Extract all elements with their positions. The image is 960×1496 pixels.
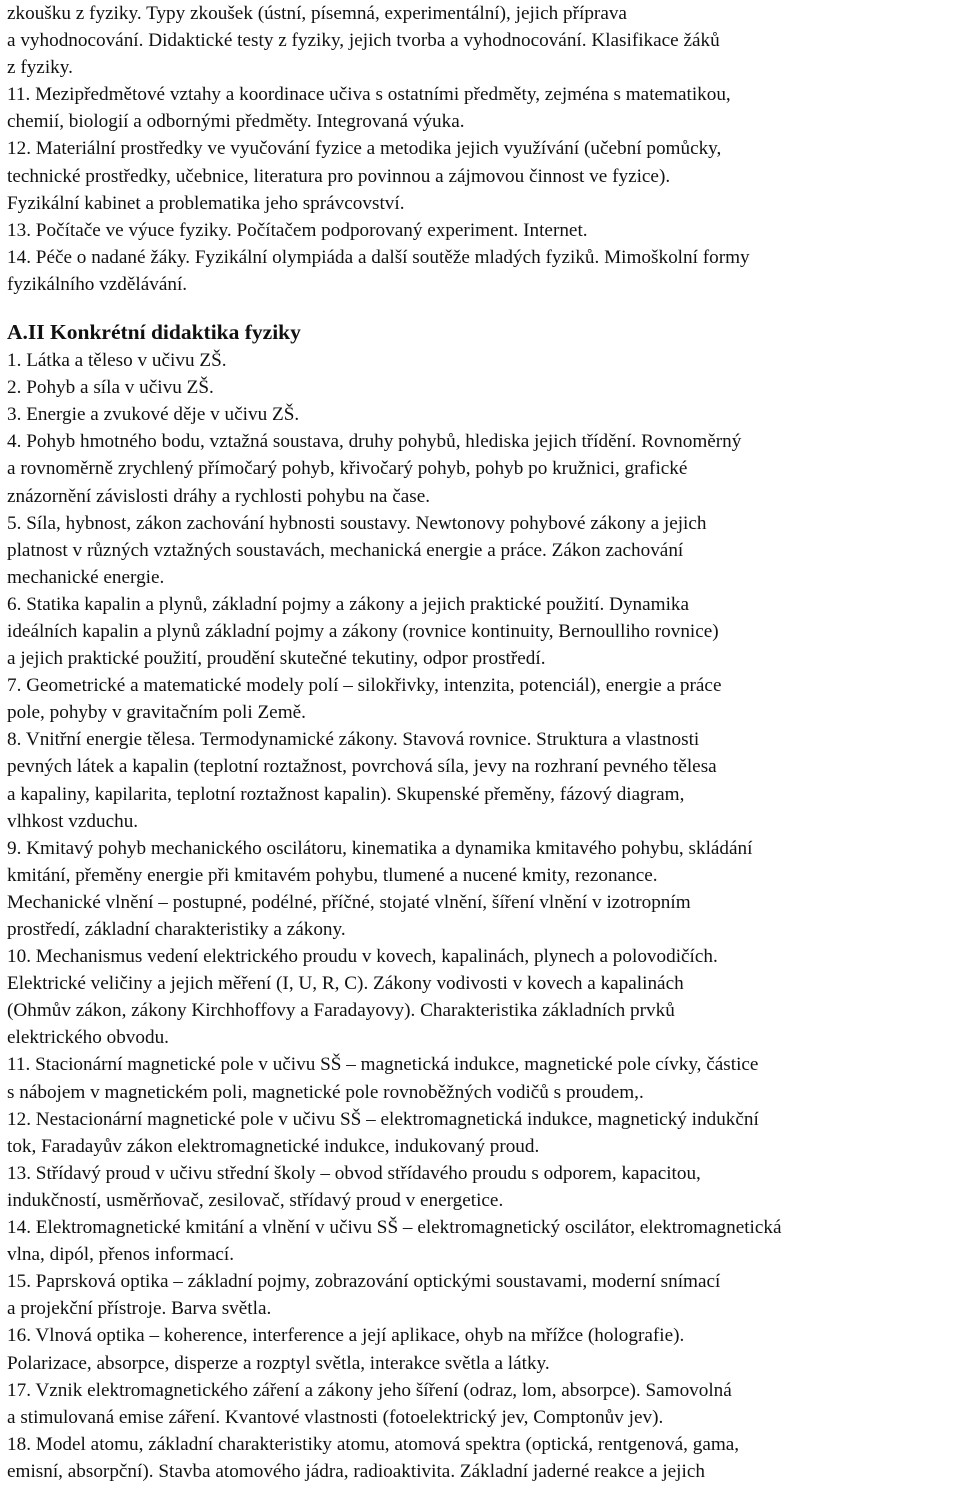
text-line: a jejich praktické použití, proudění skutečné tekutiny, odpor prostředí. [7, 648, 546, 670]
text-line: fyzikálního vzdělávání. [7, 273, 188, 295]
text-line: emisní, absorpční). Stavba atomového jádra, radioaktivita. Základní jaderné reakce a jejich [7, 1460, 705, 1482]
text-line: 18. Model atomu, základní charakteristiky atomu, atomová spektra (optická, rentgenová, gama, [7, 1433, 740, 1455]
text-line: a projekční přístroje. Barva světla. [7, 1298, 272, 1320]
text-line: prostředí, základní charakteristiky a zákony. [7, 919, 346, 940]
text-line: vlhkost vzduchu. [7, 810, 139, 832]
text-line: z fyziky. [7, 57, 73, 79]
top-text-block [7, 0, 960, 298]
text-line: Polarizace, absorpce, disperze a rozptyl světla, interakce světla a látky. [7, 1352, 550, 1374]
text-line: ideálních kapalin a plynů základní pojmy a zákony (rovnice kontinuity, Bernoulliho rovnice) [7, 620, 719, 642]
text-line: Fyzikální kabinet a problematika jeho správcovství. [7, 192, 405, 214]
text-line: Elektrické veličiny a jejich měření (I, U, R, C). Zákony vodivosti v kovech a kapalinách [7, 973, 684, 995]
section-heading: A.II Konkrétní didaktika fyziky [7, 320, 301, 345]
text-line: zkoušku z fyziky. Typy zkoušek (ústní, písemná, experimentální), jejich příprava [7, 3, 627, 24]
text-line: 15. Paprsková optika – základní pojmy, zobrazování optickými soustavami, moderní snímací [7, 1271, 721, 1293]
text-line: tok, Faradayův zákon elektromagnetické indukce, indukovaný proud. [7, 1135, 540, 1157]
text-line: mechanické energie. [7, 566, 165, 588]
text-line: 13. Střídavý proud v učivu střední školy – obvod střídavého proudu s odporem, kapacitou, [7, 1162, 701, 1184]
text-line: chemií, biologií a odbornými předměty. Integrovaná výuka. [7, 111, 465, 133]
text-line: platnost v různých vztažných soustavách, mechanická energie a práce. Zákon zachování [7, 539, 684, 561]
text-line: technické prostředky, učebnice, literatura pro povinnou a zájmovou činnost ve fyzice). [7, 165, 671, 187]
text-line: a rovnoměrně zrychlený přímočarý pohyb, křivočarý pohyb, pohyb po kružnici, grafické [7, 458, 688, 480]
text-line: 8. Vnitřní energie tělesa. Termodynamické zákony. Stavová rovnice. Struktura a vlastnosti [7, 729, 700, 751]
text-line: 3. Energie a zvukové děje v učivu ZŠ. [7, 404, 300, 426]
text-line: 16. Vlnová optika – koherence, interference a její aplikace, ohyb na mřížce (holografie). [7, 1325, 685, 1347]
text-line: 14. Elektromagnetické kmitání a vlnění v učivu SŠ – elektromagnetický oscilátor, elektromagnetická [7, 1217, 782, 1239]
text-line: 12. Materiální prostředky ve vyučování fyzice a metodika jejich využívání (učební pomůcky, [7, 138, 722, 160]
text-line: 14. Péče o nadané žáky. Fyzikální olympiáda a další soutěže mladých fyziků. Mimoškolní formy [7, 246, 750, 268]
text-line: 11. Stacionární magnetické pole v učivu SŠ – magnetická indukce, magnetické pole cívky, částice [7, 1054, 759, 1076]
text-line: pole, pohyby v gravitačním poli Země. [7, 702, 306, 724]
text-line: 11. Mezipředmětové vztahy a koordinace učiva s ostatními předměty, zejména s matematikou, [7, 84, 731, 106]
text-line: 4. Pohyb hmotného bodu, vztažná soustava, druhy pohybů, hlediska jejich třídění. Rovnoměrný [7, 431, 742, 453]
text-line: indukčností, usměrňovač, zesilovač, střídavý proud v energetice. [7, 1189, 504, 1211]
text-line: s nábojem v magnetickém poli, magnetické pole rovnoběžných vodičů s proudem,. [7, 1081, 644, 1103]
text-line: a stimulovaná emise záření. Kvantové vlastnosti (fotoelektrický jev, Comptonův jev). [7, 1406, 664, 1428]
text-line: 6. Statika kapalin a plynů, základní pojmy a zákony a jejich praktické použití. Dynamika [7, 593, 690, 615]
text-line: a vyhodnocování. Didaktické testy z fyziky, jejich tvorba a vyhodnocování. Klasifikace žáků [7, 30, 720, 52]
text-line: 10. Mechanismus vedení elektrického proudu v kovech, kapalinách, plynech a polovodičích. [7, 946, 718, 968]
text-line: Mechanické vlnění – postupné, podélné, příčné, stojaté vlnění, šíření vlnění v izotropním [7, 891, 691, 913]
text-line: 2. Pohyb a síla v učivu ZŠ. [7, 377, 214, 399]
text-line: znázornění závislosti dráhy a rychlosti pohybu na čase. [7, 485, 431, 507]
text-line: vlna, dipól, přenos informací. [7, 1244, 234, 1266]
text-line: (Ohmův zákon, zákony Kirchhoffovy a Faradayovy). Charakteristika základních prvků [7, 1000, 675, 1022]
text-line: pevných látek a kapalin (teplotní roztažnost, povrchová síla, jevy na rozhraní pevného tělesa [7, 756, 717, 778]
text-line: 17. Vznik elektromagnetického záření a zákony jeho šíření (odraz, lom, absorpce). Samovolná [7, 1379, 732, 1401]
bottom-text-block [7, 347, 960, 1485]
text-line: 7. Geometrické a matematické modely polí – silokřivky, intenzita, potenciál), energie a práce [7, 675, 722, 697]
text-line: kmitání, přeměny energie při kmitavém pohybu, tlumené a nucené kmity, rezonance. [7, 864, 658, 886]
text-line: a kapaliny, kapilarita, teplotní roztažnost kapalin). Skupenské přeměny, fázový diagram, [7, 783, 685, 805]
text-line: 5. Síla, hybnost, zákon zachování hybnosti soustavy. Newtonovy pohybové zákony a jejich [7, 512, 707, 534]
text-line: 9. Kmitavý pohyb mechanického oscilátoru, kinematika a dynamika kmitavého pohybu, skládání [7, 837, 753, 859]
text-line: 12. Nestacionární magnetické pole v učivu SŠ – elektromagnetická indukce, magnetický indukční [7, 1108, 759, 1130]
text-line: 1. Látka a těleso v učivu ZŠ. [7, 350, 227, 372]
text-line: 13. Počítače ve výuce fyziky. Počítačem podporovaný experiment. Internet. [7, 219, 588, 241]
text-line: elektrického obvodu. [7, 1027, 169, 1049]
